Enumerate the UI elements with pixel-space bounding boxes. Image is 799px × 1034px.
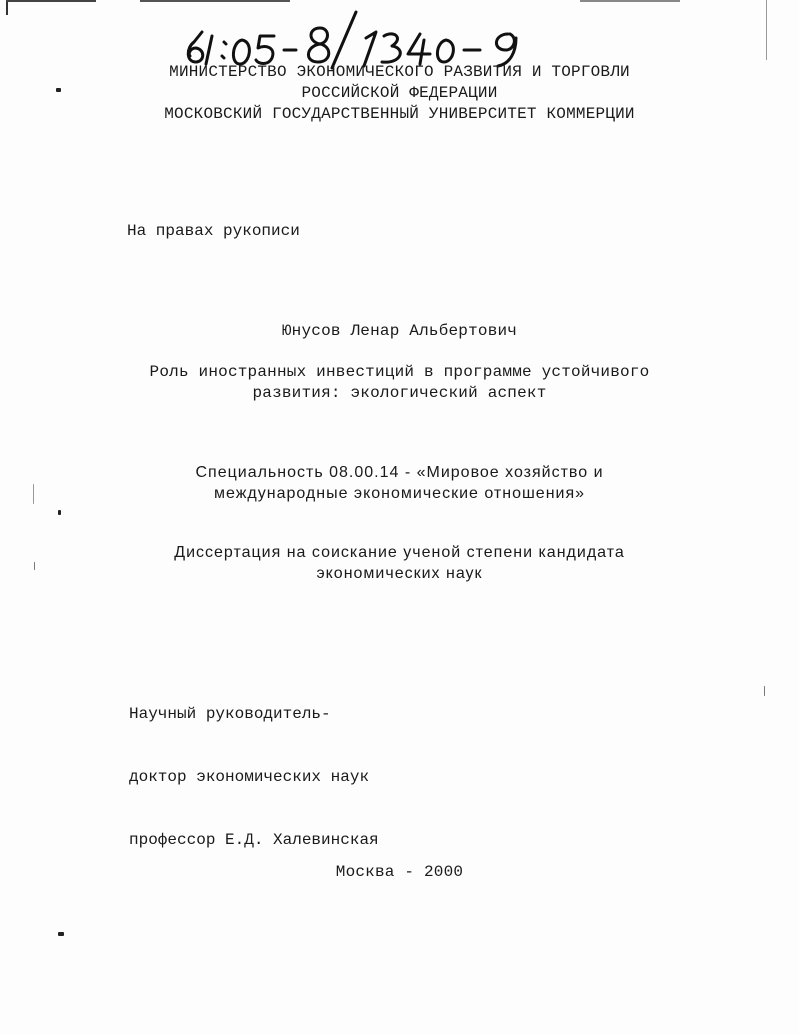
supervisor-line-3: профессор Е.Д. Халевинская <box>129 831 379 849</box>
specialty-line-1: Специальность 08.00.14 - «Мировое хозяйство и <box>195 464 604 481</box>
scan-edge-mark <box>766 0 767 60</box>
scan-edge-mark <box>6 0 8 15</box>
city-year: Москва - 2000 <box>335 863 464 881</box>
supervisor-line-2: доктор экономических наук <box>129 768 370 786</box>
scan-edge-mark <box>6 0 96 2</box>
title-line-1: Роль иностранных инвестиций в программе устойчивого <box>149 363 650 381</box>
degree-line-1: Диссертация на соискание ученой степени кандидата <box>174 544 625 561</box>
author-name: Юнусов Ленар Альбертович <box>281 322 518 340</box>
scan-edge-mark <box>140 0 290 2</box>
scan-speck <box>58 510 61 515</box>
scan-speck <box>58 932 64 936</box>
dissertation-title <box>0 362 799 404</box>
specialty-line-2: международные экономические отношения» <box>213 485 586 502</box>
handwritten-registry-number <box>180 8 540 70</box>
title-line-2: развития: экологический аспект <box>252 384 547 402</box>
supervisor-line-1: Научный руководитель- <box>129 705 331 723</box>
degree-block <box>0 542 799 584</box>
header-line-university: МОСКОВСКИЙ ГОСУДАРСТВЕННЫЙ УНИВЕРСИТЕТ КОММЕРЦИИ <box>164 105 635 123</box>
scan-speck <box>764 686 765 696</box>
manuscript-note: На правах рукописи <box>127 222 300 240</box>
specialty-block <box>0 462 799 504</box>
degree-line-2: экономических наук <box>316 565 483 582</box>
ministry-header <box>0 62 799 125</box>
header-line-ministry: МИНИСТЕРСТВО ЭКОНОМИЧЕСКОГО РАЗВИТИЯ И ТОРГОВЛИ <box>169 63 630 81</box>
header-line-federation: РОССИЙСКОЙ ФЕДЕРАЦИИ <box>301 84 498 102</box>
handwritten-code-drawing <box>180 8 540 70</box>
scan-edge-mark <box>580 0 680 2</box>
supervisor-block <box>129 662 379 893</box>
